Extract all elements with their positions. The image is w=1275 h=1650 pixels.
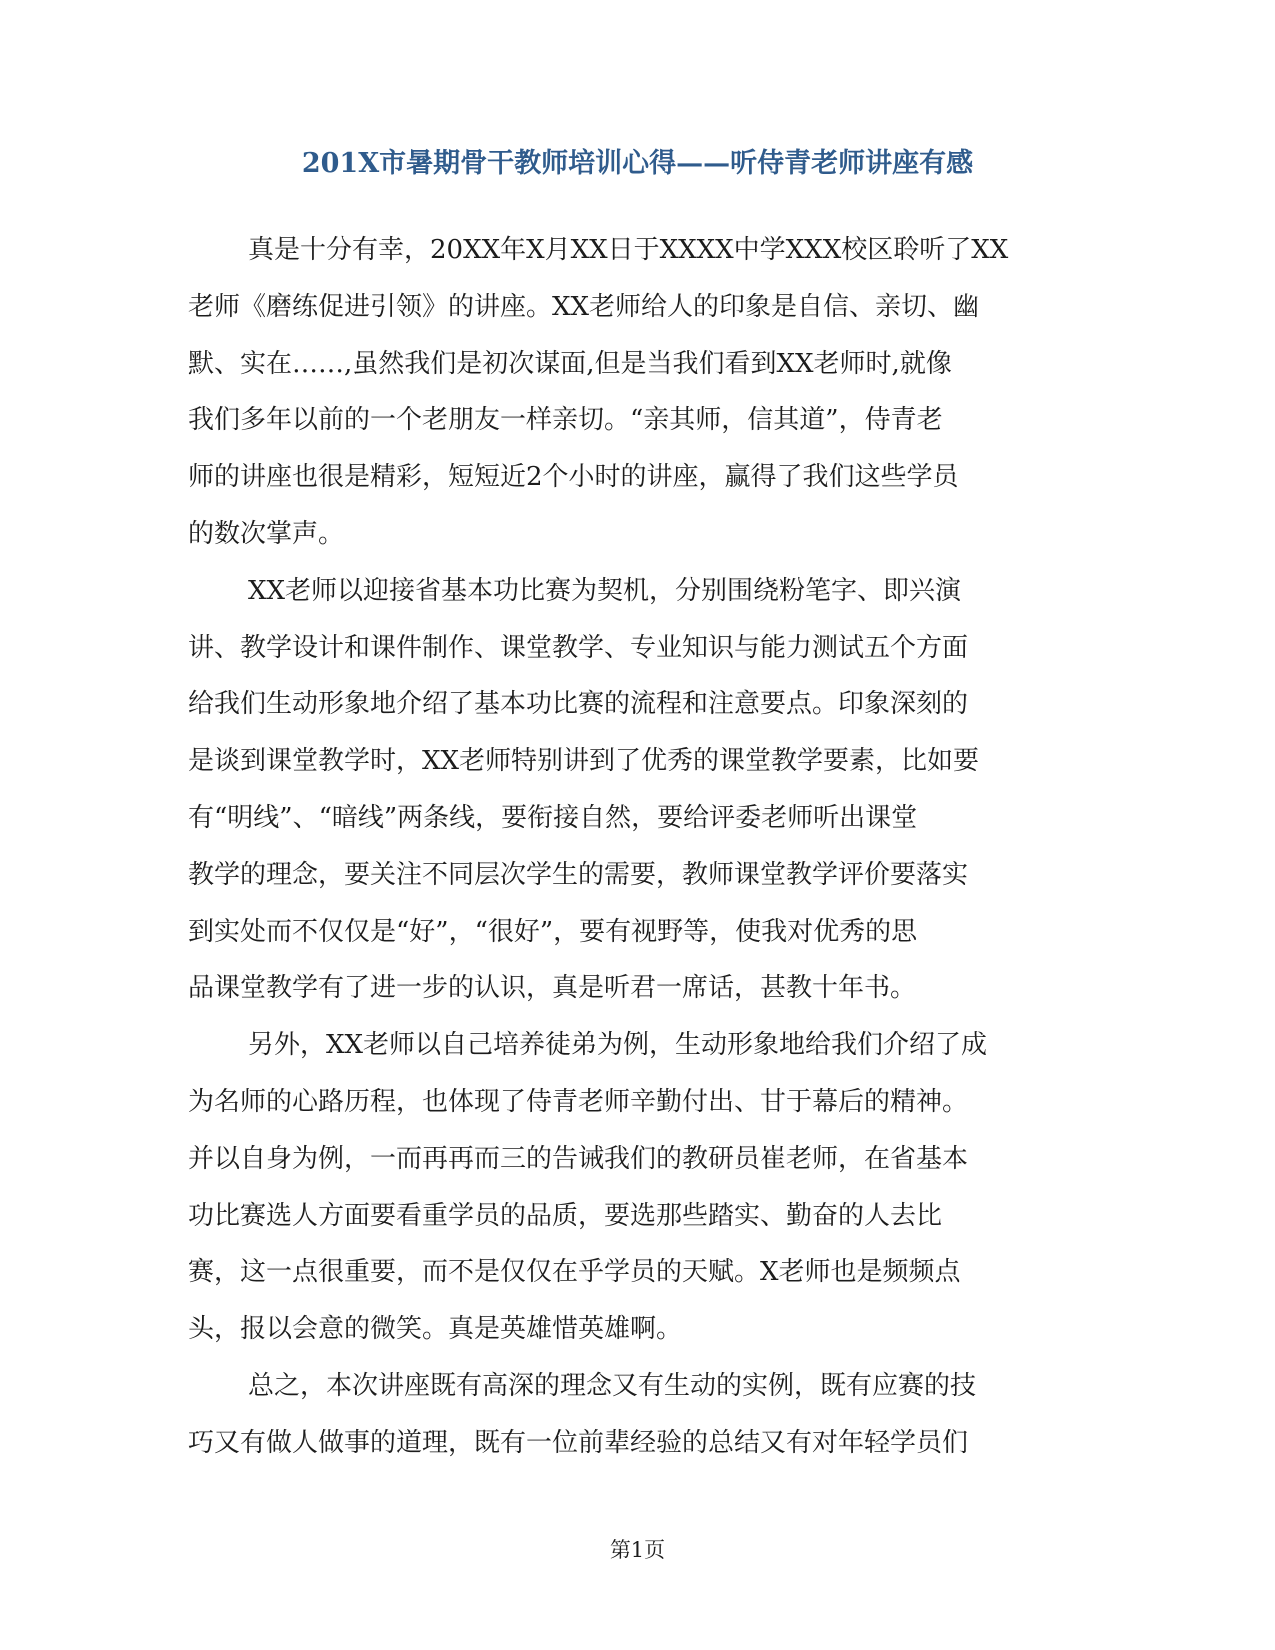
paragraph-1 bbox=[188, 222, 1093, 563]
text-line: XX老师以迎接省基本功比赛为契机，分别围绕粉笔字、即兴演 bbox=[248, 575, 962, 606]
paragraph-3 bbox=[188, 1017, 1093, 1358]
text-line: 老师《磨练促进引领》的讲座。XX老师给人的印象是自信、亲切、幽 bbox=[188, 291, 980, 322]
text-line: 巧又有做人做事的道理，既有一位前辈经验的总结又有对年轻学员们 bbox=[188, 1427, 969, 1458]
text-line: 赛，这一点很重要，而不是仅仅在乎学员的天赋。X老师也是频频点 bbox=[188, 1257, 961, 1288]
paragraph-4 bbox=[188, 1358, 1093, 1472]
text-line: 是谈到课堂教学时，XX老师特别讲到了优秀的课堂教学要素，比如要 bbox=[188, 746, 980, 777]
text-line: 为名师的心路历程，也体现了侍青老师辛勤付出、甘于幕后的精神。 bbox=[188, 1086, 969, 1117]
text-line: 师的讲座也很是精彩，短短近2个小时的讲座，赢得了我们这些学员 bbox=[188, 462, 959, 493]
text-line: 另外，XX老师以自己培养徒弟为例，生动形象地给我们介绍了成 bbox=[248, 1030, 988, 1061]
page-number: 第1页 bbox=[609, 1538, 666, 1562]
document-title: 201X市暑期骨干教师培训心得——听侍青老师讲座有感 bbox=[301, 148, 974, 179]
text-line: 头，报以会意的微笑。真是英雄惜英雄啊。 bbox=[188, 1314, 683, 1345]
text-line: 品课堂教学有了进一步的认识，真是听君一席话，甚教十年书。 bbox=[188, 973, 917, 1004]
text-line: 功比赛选人方面要看重学员的品质，要选那些踏实、勤奋的人去比 bbox=[188, 1200, 943, 1231]
text-line: 教学的理念，要关注不同层次学生的需要，教师课堂教学评价要落实 bbox=[188, 859, 969, 890]
text-line: 给我们生动形象地介绍了基本功比赛的流程和注意要点。印象深刻的 bbox=[188, 689, 969, 720]
text-line: 的数次掌声。 bbox=[188, 518, 345, 549]
text-line: 并以自身为例，一而再再而三的告诫我们的教研员崔老师，在省基本 bbox=[188, 1143, 969, 1174]
text-line: 我们多年以前的一个老朋友一样亲切。“亲其师，信其道”，侍青老 bbox=[188, 405, 943, 436]
document-body bbox=[188, 222, 1093, 1472]
text-line: 有“明线”、“暗线”两条线，要衔接自然，要给评委老师听出课堂 bbox=[188, 802, 918, 833]
text-line: 总之，本次讲座既有高深的理念又有生动的实例，既有应赛的技 bbox=[248, 1370, 977, 1401]
paragraph-2 bbox=[188, 563, 1093, 1017]
text-line: 真是十分有幸，20XX年X月XX日于XXXX中学XXX校区聆听了XX bbox=[248, 235, 1009, 265]
text-line: 讲、教学设计和课件制作、课堂教学、专业知识与能力测试五个方面 bbox=[188, 632, 969, 663]
text-line: 到实处而不仅仅是“好”，“很好”，要有视野等，使我对优秀的思 bbox=[188, 916, 918, 947]
text-line: 默、实在……,虽然我们是初次谋面,但是当我们看到XX老师时,就像 bbox=[188, 348, 952, 379]
